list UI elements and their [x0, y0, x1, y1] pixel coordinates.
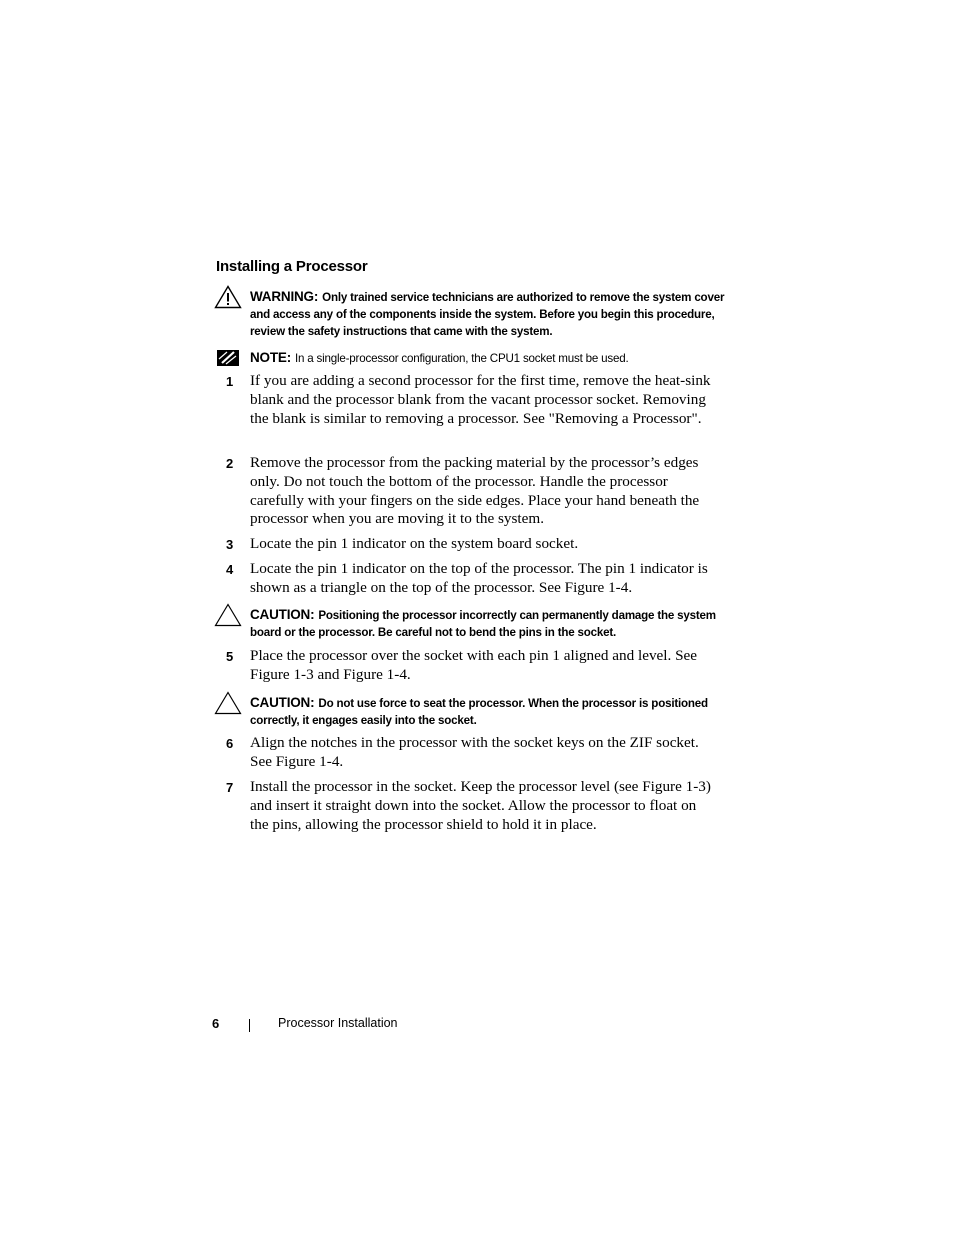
step-number: 1 [226, 374, 234, 389]
note-pencil-icon [214, 348, 242, 368]
caution-triangle-icon [214, 603, 242, 627]
note-notice [250, 349, 730, 367]
step-text: Remove the processor from the packing material by the processor’s edges only. Do not touch the bottom of the processor. Handle the processor carefully with your fingers on the side edges. Place your hand beneath the processor when you are moving it to the system. [250, 454, 700, 528]
step-number: 2 [226, 456, 234, 471]
step-number: 5 [226, 649, 234, 664]
section-heading: Installing a Processor [216, 258, 368, 275]
caution-label: CAUTION: [250, 607, 315, 622]
footer-section-title: Processor Installation [278, 1016, 398, 1030]
note-text: In a single-processor configuration, the CPU1 socket must be used. [295, 352, 629, 365]
caution-text: Positioning the processor incorrectly can permanently damage the system board or the processor. Be careful not to bend the pins in the socket. [250, 609, 716, 639]
step-text: Locate the pin 1 indicator on the system board socket. [250, 535, 579, 552]
warning-triangle-icon [214, 285, 242, 309]
step-text: Place the processor over the socket with each pin 1 aligned and level. See Figure 1-3 and Figure 1-4. [250, 647, 698, 683]
step-number: 4 [226, 562, 234, 577]
caution-triangle-icon [214, 691, 242, 715]
warning-label: WARNING: [250, 289, 319, 304]
caution-text: Do not use force to seat the processor. When the processor is positioned correctly, it engages easily into the socket. [250, 697, 708, 727]
step-text: Locate the pin 1 indicator on the top of the processor. The pin 1 indicator is shown as a triangle on the top of the processor. See Figure 1-4. [250, 560, 708, 596]
warning-notice [250, 288, 730, 340]
step-text: Install the processor in the socket. Keep the processor level (see Figure 1-3) and insert it straight down into the socket. Allow the processor to float on the pins, allowing the processor shield to hold it in place. [250, 778, 711, 833]
step-text: Align the notches in the processor with the socket keys on the ZIF socket. See Figure 1-4. [250, 734, 699, 770]
note-label: NOTE: [250, 350, 291, 365]
caution-notice [250, 606, 730, 641]
warning-text: Only trained service technicians are authorized to remove the system cover and access any of the components inside the system. Before you begin this procedure, review the safety instructions that came with the system. [250, 291, 725, 338]
caution-label: CAUTION: [250, 695, 315, 710]
step-number: 6 [226, 736, 234, 751]
step-text: If you are adding a second processor for the first time, remove the heat-sink blank and the processor blank from the vacant processor socket. Removing the blank is similar to removing a processor. See "Removing a Processor". [250, 372, 711, 427]
footer-divider [249, 1019, 250, 1032]
step-number: 3 [226, 537, 234, 552]
page-number: 6 [212, 1016, 220, 1031]
caution-notice [250, 694, 730, 729]
step-number: 7 [226, 780, 234, 795]
